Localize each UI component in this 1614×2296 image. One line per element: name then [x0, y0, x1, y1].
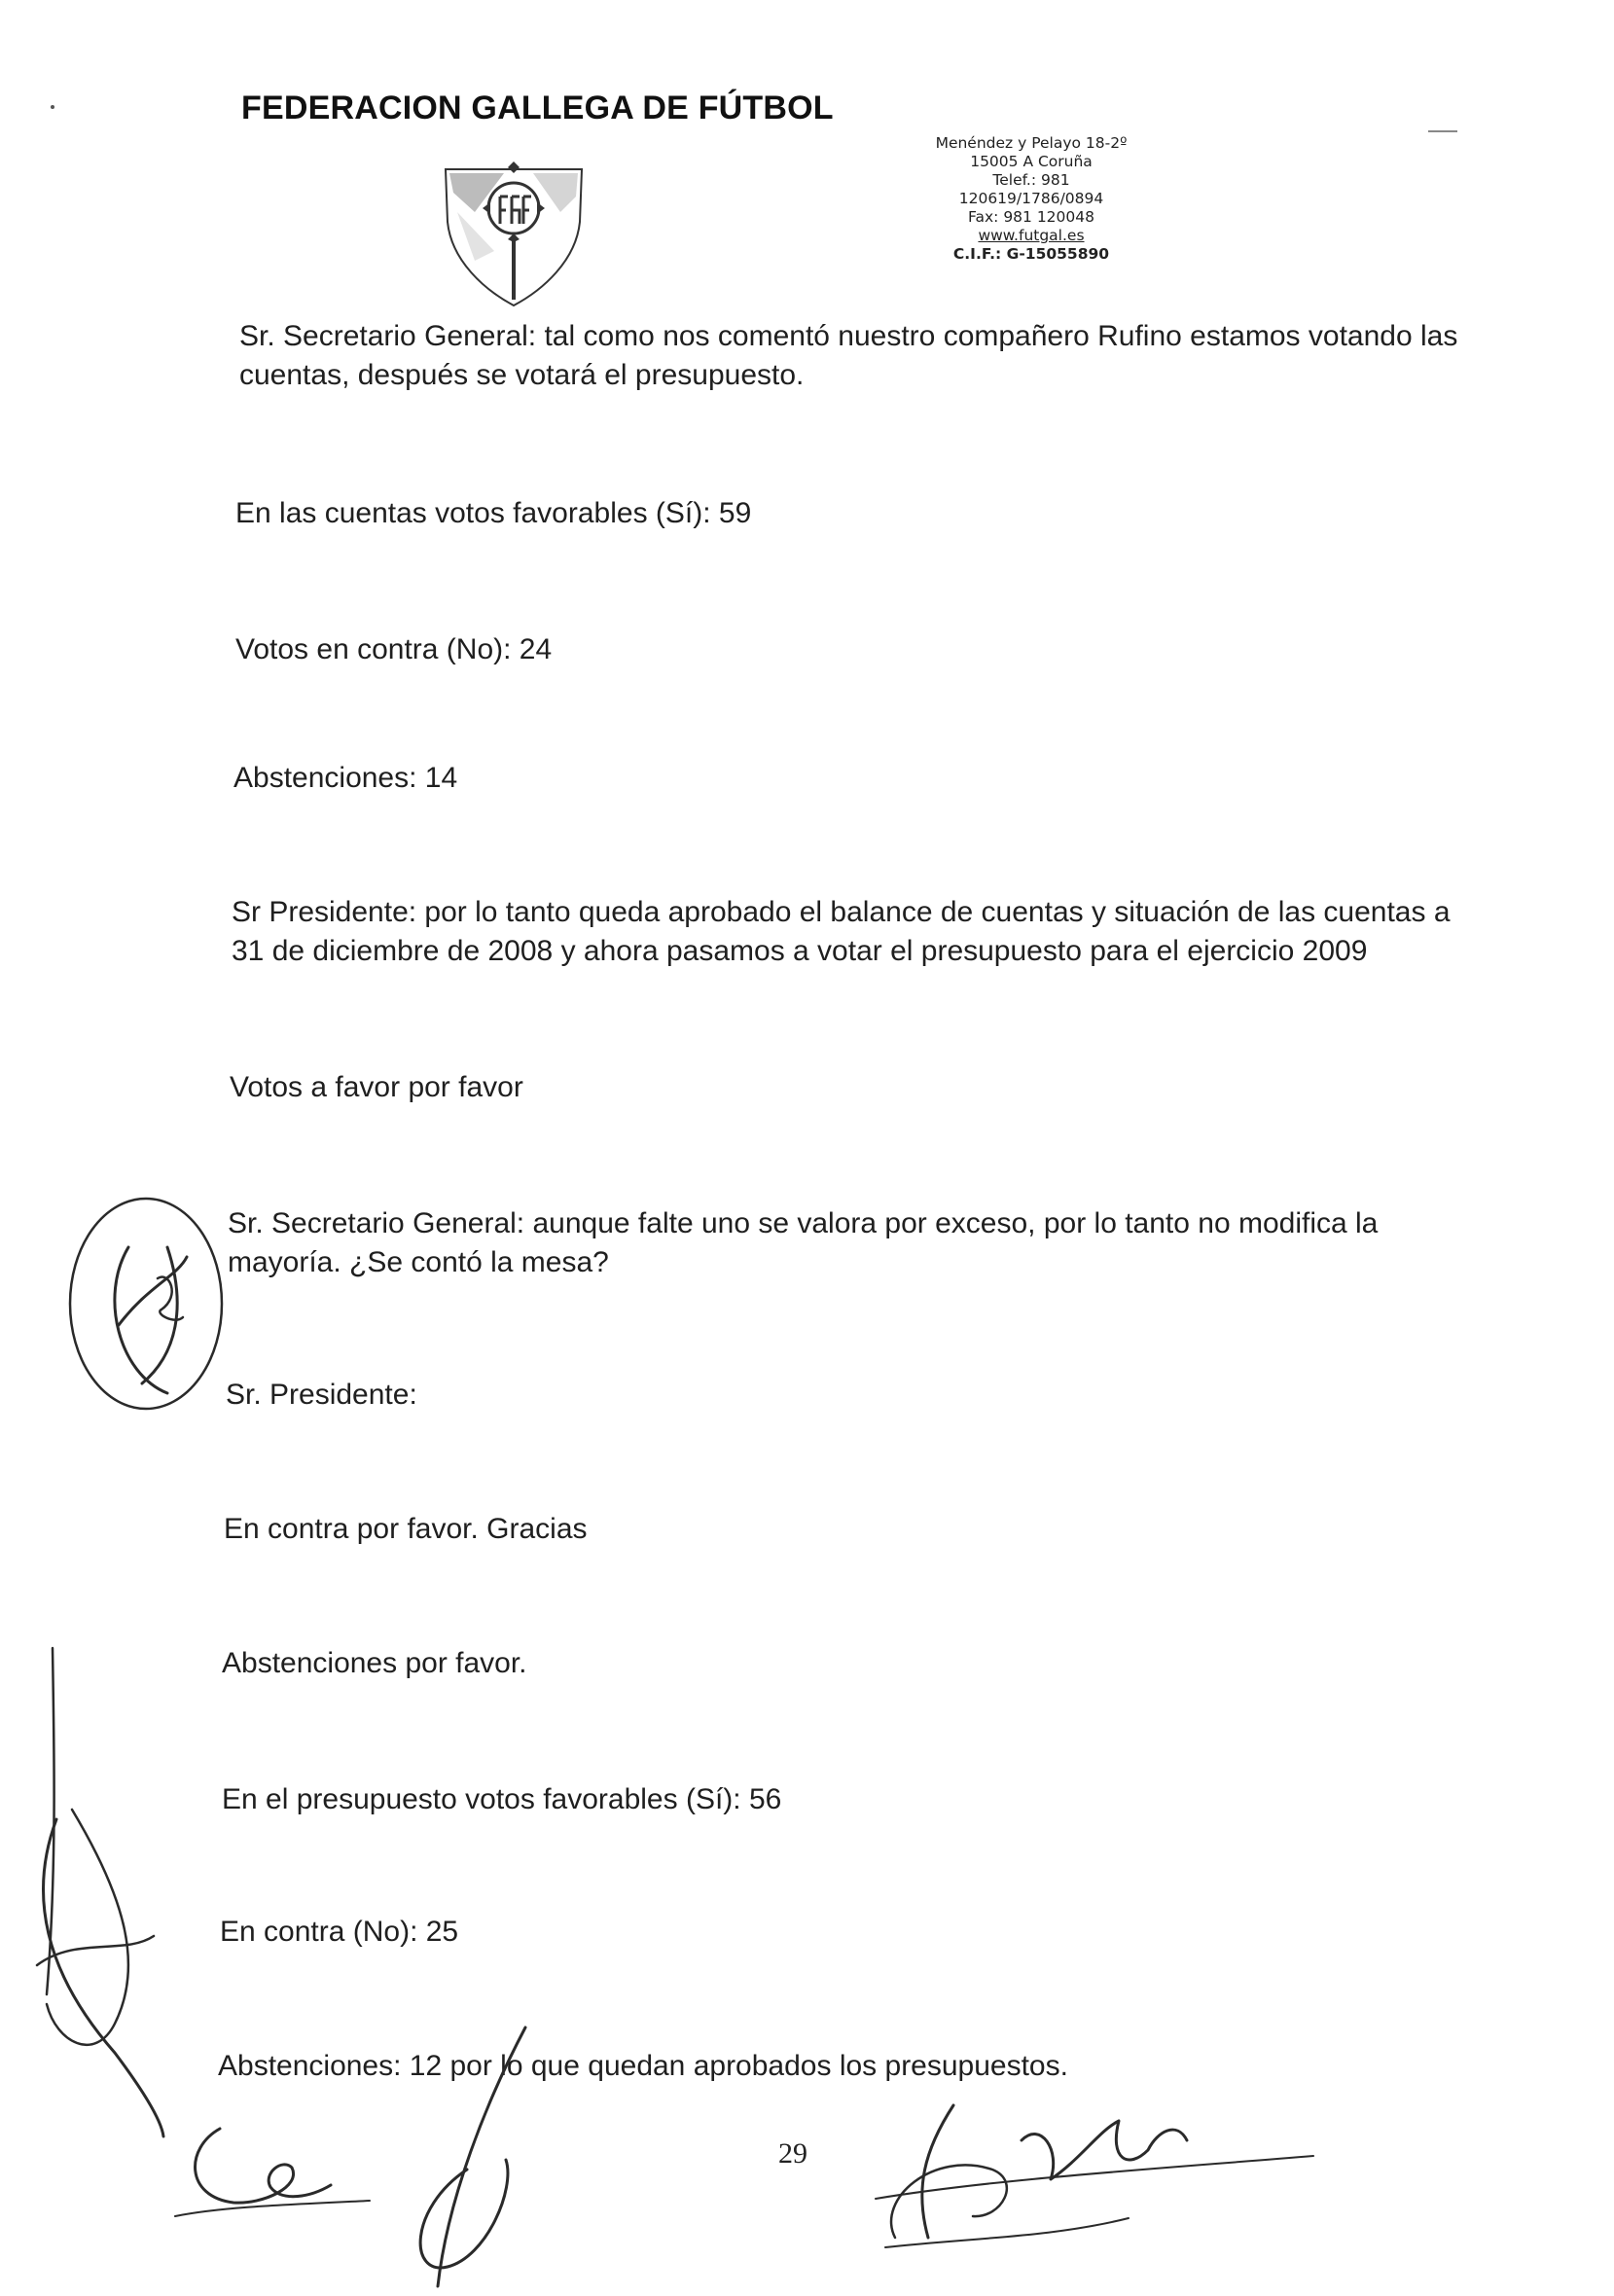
paragraph-votes-against-accounts: Votos en contra (No): 24: [235, 633, 553, 665]
paragraph-president-1: Sr Presidente: por lo tanto queda aprobado el balance de cuentas y situación de las cuentas a 31 de diciembre de 2008 y ahora pasamos a votar el presupuesto para el ejercicio 2009: [232, 896, 1451, 967]
address-phone: Telef.: 981 120619/1786/0894: [958, 171, 1104, 207]
address-fax: Fax: 981 120048: [968, 208, 1094, 226]
paragraph-abstentions-request: Abstenciones por favor.: [222, 1647, 527, 1679]
paragraph-votes-favor-budget: En el presupuesto votos favorables (Sí): 56: [222, 1783, 782, 1815]
scan-speck: [1428, 130, 1457, 132]
margin-signature-1: [60, 1189, 226, 1442]
paragraph-secretary-2: Sr. Secretario General: aunque falte uno se valora por exceso, por lo tanto no modifica la mayoría. ¿Se contó la mesa?: [228, 1207, 1379, 1278]
paragraph-votes-favor-request: Votos a favor por favor: [230, 1071, 523, 1103]
paragraph-against-request: En contra por favor. Gracias: [224, 1513, 588, 1545]
address-cif: C.I.F.: G-15055890: [952, 245, 1110, 263]
paragraph-votes-favor-accounts: En las cuentas votos favorables (Sí): 59: [235, 497, 752, 529]
org-name: FEDERACION GALLEGA DE FÚTBOL: [241, 90, 834, 126]
bottom-signature-middle: [389, 2024, 564, 2296]
page-number: 29: [778, 2137, 807, 2170]
address-line-street: Menéndez y Pelayo 18-2º: [935, 134, 1128, 152]
paragraph-secretary-1: Sr. Secretario General: tal como nos comentó nuestro compañero Rufino estamos votando las cuentas, después se votará el presupuesto.: [239, 320, 1458, 391]
paragraph-votes-against-budget: En contra (No): 25: [220, 1916, 459, 1948]
paragraph-president-2: Sr. Presidente:: [226, 1379, 417, 1411]
margin-signature-2: [18, 1644, 183, 2140]
address-line-city: 15005 A Coruña: [970, 153, 1093, 170]
bottom-signature-left: [165, 2109, 379, 2226]
federation-crest-logo: [436, 154, 592, 307]
address-block: [934, 134, 1129, 264]
bottom-signature-right: [856, 2092, 1323, 2257]
paragraph-abstentions-accounts: Abstenciones: 14: [233, 762, 458, 794]
scan-speck: [51, 105, 54, 109]
paragraph-abstentions-budget: Abstenciones: 12 por lo que quedan aprobados los presupuestos.: [218, 2050, 1068, 2082]
address-website: www.futgal.es: [978, 227, 1085, 244]
